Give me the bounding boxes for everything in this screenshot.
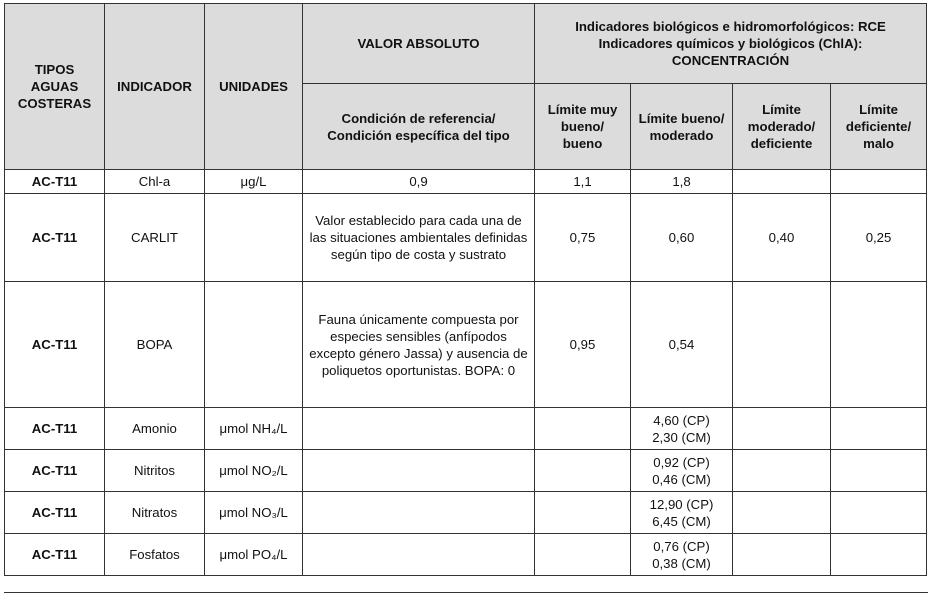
cell-unidades xyxy=(205,282,303,408)
header-tipos-aguas: TIPOS AGUAS COSTERAS xyxy=(5,4,105,170)
table-row xyxy=(5,450,927,492)
table-row xyxy=(5,534,927,576)
cell-unidades: μmol PO₄/L xyxy=(205,534,303,576)
cell-indicador: Chl-a xyxy=(105,170,205,194)
cell-limite-d-m xyxy=(831,450,927,492)
header-rce xyxy=(535,4,927,84)
header-limite-d-m: Límite deficiente/ malo xyxy=(831,84,927,170)
cell-limite-d-m xyxy=(831,534,927,576)
value-cm: 2,30 (CM) xyxy=(652,429,711,445)
header-rce-line3: CONCENTRACIÓN xyxy=(671,53,790,68)
value-cp: 12,90 (CP) xyxy=(649,496,714,512)
cell-limite-b-m xyxy=(631,534,733,576)
cell-limite-b-m: 1,8 xyxy=(631,170,733,194)
cell-limite-m-d xyxy=(733,450,831,492)
cell-tipo: AC-T11 xyxy=(5,534,105,576)
cell-tipo: AC-T11 xyxy=(5,492,105,534)
cell-limite-mb-b xyxy=(535,534,631,576)
table-row xyxy=(5,408,927,450)
cell-condicion: 0,9 xyxy=(303,170,535,194)
cell-limite-d-m xyxy=(831,408,927,450)
cell-limite-b-m: 0,54 xyxy=(631,282,733,408)
header-unidades: UNIDADES xyxy=(205,4,303,170)
header-rce-line2: Indicadores químicos y biológicos (ChlA): xyxy=(598,36,863,51)
cell-limite-d-m xyxy=(831,170,927,194)
value-cm: 0,46 (CM) xyxy=(652,471,711,487)
cell-limite-d-m: 0,25 xyxy=(831,194,927,282)
header-limite-b-m: Límite bueno/ moderado xyxy=(631,84,733,170)
cell-indicador: CARLIT xyxy=(105,194,205,282)
cell-indicador: Nitratos xyxy=(105,492,205,534)
cell-unidades: μmol NO₂/L xyxy=(205,450,303,492)
value-cp: 4,60 (CP) xyxy=(653,412,710,428)
cell-limite-m-d xyxy=(733,408,831,450)
cell-limite-mb-b: 1,1 xyxy=(535,170,631,194)
cell-limite-d-m xyxy=(831,492,927,534)
cell-limite-b-m xyxy=(631,408,733,450)
table-row xyxy=(5,282,927,408)
cell-limite-mb-b: 0,75 xyxy=(535,194,631,282)
cell-limite-d-m xyxy=(831,282,927,408)
cell-limite-m-d xyxy=(733,492,831,534)
cell-unidades: μg/L xyxy=(205,170,303,194)
header-row-1 xyxy=(5,4,927,84)
value-cp: 0,76 (CP) xyxy=(653,538,710,554)
cell-limite-m-d xyxy=(733,534,831,576)
value-cm: 6,45 (CM) xyxy=(652,513,711,529)
table-row xyxy=(5,492,927,534)
header-rce-line1: Indicadores biológicos e hidromorfológicos: RCE xyxy=(575,19,886,34)
cell-indicador: Fosfatos xyxy=(105,534,205,576)
header-limite-mb-b: Límite muy bueno/ bueno xyxy=(535,84,631,170)
cell-tipo: AC-T11 xyxy=(5,194,105,282)
cell-indicador: Amonio xyxy=(105,408,205,450)
cell-tipo: AC-T11 xyxy=(5,282,105,408)
cell-condicion xyxy=(303,450,535,492)
header-valor-absoluto: VALOR ABSOLUTO xyxy=(303,4,535,84)
cell-limite-mb-b xyxy=(535,408,631,450)
indicators-table xyxy=(4,3,927,576)
header-indicador: INDICADOR xyxy=(105,4,205,170)
value-cm: 0,38 (CM) xyxy=(652,555,711,571)
cell-limite-m-d xyxy=(733,282,831,408)
cell-tipo: AC-T11 xyxy=(5,450,105,492)
table-row xyxy=(5,170,927,194)
cell-condicion: Valor establecido para cada una de las situaciones ambientales definidas según tipo de costa y sustrato xyxy=(303,194,535,282)
cell-condicion xyxy=(303,492,535,534)
value-cp: 0,92 (CP) xyxy=(653,454,710,470)
cell-indicador: BOPA xyxy=(105,282,205,408)
header-limite-m-d: Límite moderado/ deficiente xyxy=(733,84,831,170)
cell-unidades: μmol NO₃/L xyxy=(205,492,303,534)
cell-limite-mb-b: 0,95 xyxy=(535,282,631,408)
header-condicion: Condición de referencia/ Condición específica del tipo xyxy=(303,84,535,170)
cell-unidades: μmol NH₄/L xyxy=(205,408,303,450)
cell-limite-b-m: 0,60 xyxy=(631,194,733,282)
cell-limite-b-m xyxy=(631,492,733,534)
cell-limite-mb-b xyxy=(535,492,631,534)
cell-unidades xyxy=(205,194,303,282)
cell-limite-m-d: 0,40 xyxy=(733,194,831,282)
cell-condicion: Fauna únicamente compuesta por especies sensibles (anfípodos excepto género Jassa) y ausencia de poliquetos oportunistas. BOPA: 0 xyxy=(303,282,535,408)
cell-limite-b-m xyxy=(631,450,733,492)
cell-condicion xyxy=(303,408,535,450)
table-bottom-rule xyxy=(4,592,928,597)
cell-limite-m-d xyxy=(733,170,831,194)
cell-tipo: AC-T11 xyxy=(5,408,105,450)
cell-limite-mb-b xyxy=(535,450,631,492)
cell-tipo: AC-T11 xyxy=(5,170,105,194)
table-row xyxy=(5,194,927,282)
cell-condicion xyxy=(303,534,535,576)
cell-indicador: Nitritos xyxy=(105,450,205,492)
